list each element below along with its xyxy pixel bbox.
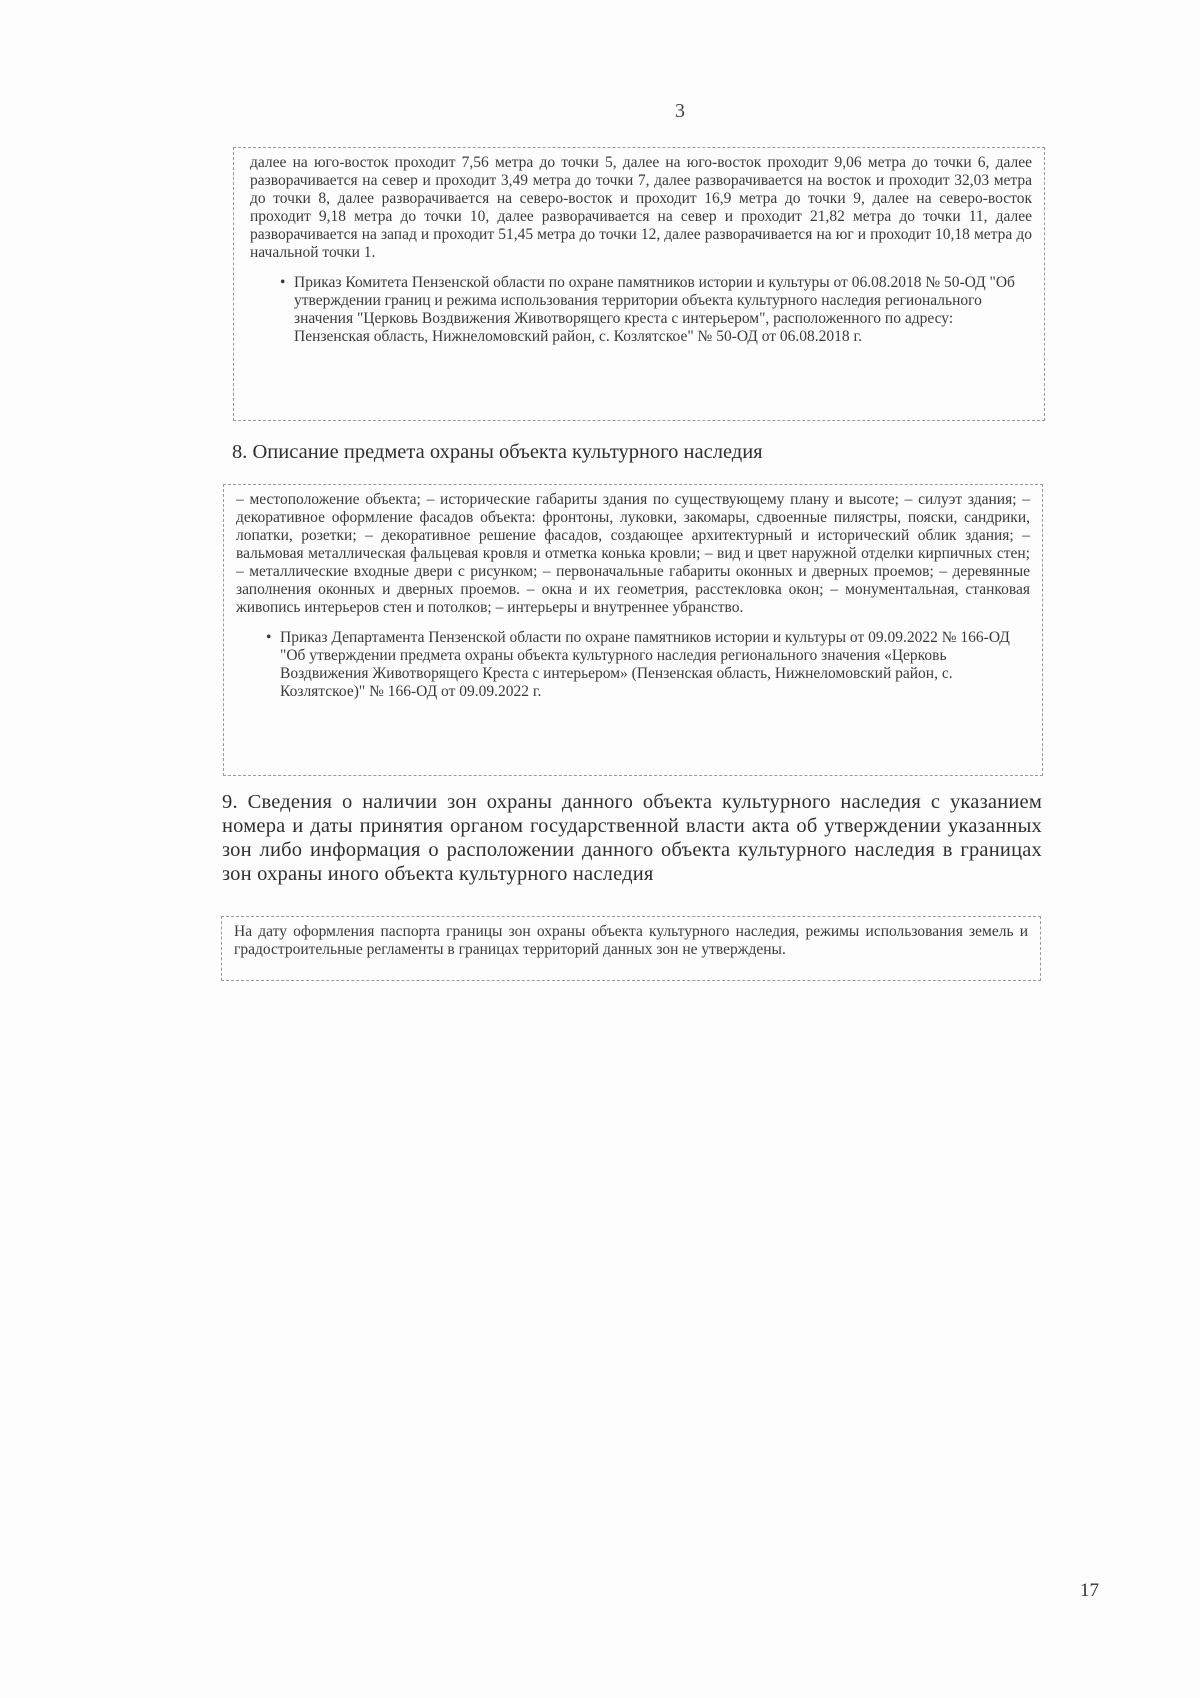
- protection-subject-box: [223, 484, 1043, 776]
- boundary-order-item: • Приказ Комитета Пензенской области по охране памятников истории и культуры от 06.08.2018 № 50-ОД "Об утверждении границ и режима использования территории объекта культурного наследия регионального значения "Церковь Воздвижения Животворящего креста с интерьером", расположенного по адресу: Пензенская область, Нижнеломовский район, с. Козлятское" № 50-ОД от 06.08.2018 г.: [294, 274, 1032, 346]
- section-9-heading: 9. Сведения о наличии зон охраны данного объекта культурного наследия с указанием номера и даты принятия органом государственной власти акта об утверждении указанных зон либо информация о расположении данного объекта культурного наследия в границах зон охраны иного объекта культурного наследия: [222, 791, 1042, 885]
- section-8-heading: 8. Описание предмета охраны объекта культурного наследия: [232, 441, 763, 463]
- boundary-description-text: далее на юго-восток проходит 7,56 метра до точки 5, далее на юго-восток проходит 9,06 метра до точки 6, далее разворачивается на север и проходит 3,49 метра до точки 7, далее разворачивается на восток и проходит 32,03 метра до точки 8, далее разворачивается на северо-восток и проходит 16,9 метра до точки 9, далее на северо-восток проходит 9,18 метра до точки 10, далее разворачивается на север и проходит 21,82 метра до точки 11, далее разворачивается на запад и проходит 51,45 метра до точки 12, далее разворачивается на юг и проходит 10,18 метра до начальной точки 1.: [250, 154, 1032, 261]
- protection-zones-box: [221, 916, 1041, 981]
- boundary-order-list: [250, 274, 1032, 346]
- protection-zones-text: На дату оформления паспорта границы зон охраны объекта культурного наследия, режимы использования земель и градостроительные регламенты в границах территорий данных зон не утверждены.: [234, 923, 1028, 958]
- protection-subject-text: – местоположение объекта; – исторические габариты здания по существующему плану и высоте; – силуэт здания; – декоративное оформление фасадов объекта: фронтоны, луковки, закомары, сдвоенные пилястры, пояски, сандрики, лопатки, розетки; – декоративное решение фасадов, создающее архитектурный и исторический облик здания; – вальмовая металлическая фальцевая кровля и отметка конька кровли; – вид и цвет наружной отделки кирпичных стен; – металлические входные двери с рисунком; – первоначальные габариты оконных и дверных проемов; – деревянные заполнения оконных и дверных проемов. – окна и их геометрия, расстекловка окон; – монументальная, станковая живопись интерьеров стен и потолков; – интерьеры и внутреннее убранство.: [236, 491, 1030, 616]
- boundary-description-box: [233, 147, 1045, 421]
- subject-order-list: [236, 629, 1030, 701]
- subject-order-item: • Приказ Департамента Пензенской области по охране памятников истории и культуры от 09.09.2022 № 166-ОД "Об утверждении предмета охраны объекта культурного наследия регионального значения «Церковь Воздвижения Животворящего Креста с интерьером» (Пензенская область, Нижнеломовский район, с. Козлятское)" № 166-ОД от 09.09.2022 г.: [280, 629, 1030, 701]
- page-number-top: 3: [675, 100, 685, 122]
- page-number-bottom: 17: [1080, 1580, 1099, 1601]
